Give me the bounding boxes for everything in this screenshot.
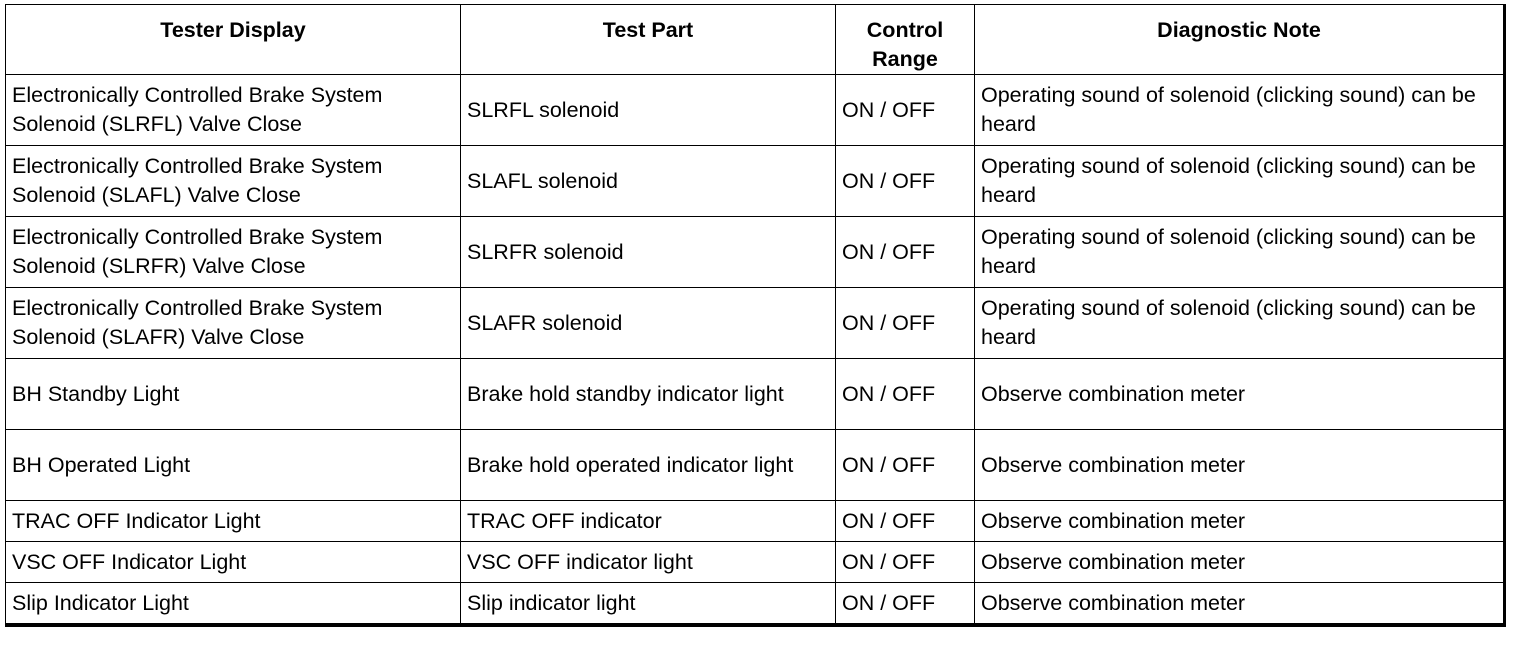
cell-test-part: Brake hold operated indicator light (461, 430, 836, 501)
cell-tester-display: Electronically Controlled Brake System Solenoid (SLAFL) Valve Close (6, 146, 461, 217)
table-row (6, 75, 1504, 146)
cell-diagnostic-note: Observe combination meter (975, 359, 1504, 430)
cell-diagnostic-note: Observe combination meter (975, 430, 1504, 501)
cell-tester-display: TRAC OFF Indicator Light (6, 501, 461, 542)
cell-diagnostic-note: Operating sound of solenoid (clicking sound) can be heard (975, 217, 1504, 288)
header-diagnostic-note: Diagnostic Note (975, 5, 1504, 75)
active-test-table (5, 4, 1504, 624)
active-test-table-container (5, 4, 1506, 627)
cell-test-part: TRAC OFF indicator (461, 501, 836, 542)
cell-diagnostic-note: Operating sound of solenoid (clicking sound) can be heard (975, 146, 1504, 217)
cell-diagnostic-note: Observe combination meter (975, 583, 1504, 624)
cell-tester-display: Electronically Controlled Brake System Solenoid (SLRFL) Valve Close (6, 75, 461, 146)
cell-test-part: Slip indicator light (461, 583, 836, 624)
cell-diagnostic-note: Observe combination meter (975, 542, 1504, 583)
table-row (6, 542, 1504, 583)
cell-control-range: ON / OFF (836, 146, 975, 217)
cell-control-range: ON / OFF (836, 583, 975, 624)
cell-test-part: SLAFL solenoid (461, 146, 836, 217)
cell-control-range: ON / OFF (836, 288, 975, 359)
cell-control-range: ON / OFF (836, 542, 975, 583)
table-row (6, 288, 1504, 359)
cell-test-part: Brake hold standby indicator light (461, 359, 836, 430)
table-row (6, 146, 1504, 217)
cell-test-part: VSC OFF indicator light (461, 542, 836, 583)
cell-test-part: SLRFL solenoid (461, 75, 836, 146)
cell-tester-display: BH Standby Light (6, 359, 461, 430)
cell-control-range: ON / OFF (836, 430, 975, 501)
cell-diagnostic-note: Operating sound of solenoid (clicking sound) can be heard (975, 288, 1504, 359)
table-row (6, 359, 1504, 430)
header-control-range: Control Range (836, 5, 975, 75)
cell-test-part: SLRFR solenoid (461, 217, 836, 288)
cell-control-range: ON / OFF (836, 359, 975, 430)
cell-tester-display: VSC OFF Indicator Light (6, 542, 461, 583)
cell-control-range: ON / OFF (836, 217, 975, 288)
table-row (6, 583, 1504, 624)
table-row (6, 430, 1504, 501)
header-tester-display: Tester Display (6, 5, 461, 75)
cell-tester-display: BH Operated Light (6, 430, 461, 501)
cell-tester-display: Electronically Controlled Brake System Solenoid (SLAFR) Valve Close (6, 288, 461, 359)
cell-diagnostic-note: Operating sound of solenoid (clicking sound) can be heard (975, 75, 1504, 146)
header-test-part: Test Part (461, 5, 836, 75)
table-row (6, 217, 1504, 288)
cell-control-range: ON / OFF (836, 501, 975, 542)
cell-tester-display: Electronically Controlled Brake System Solenoid (SLRFR) Valve Close (6, 217, 461, 288)
cell-control-range: ON / OFF (836, 75, 975, 146)
cell-test-part: SLAFR solenoid (461, 288, 836, 359)
table-header-row (6, 5, 1504, 75)
cell-diagnostic-note: Observe combination meter (975, 501, 1504, 542)
cell-tester-display: Slip Indicator Light (6, 583, 461, 624)
table-row (6, 501, 1504, 542)
